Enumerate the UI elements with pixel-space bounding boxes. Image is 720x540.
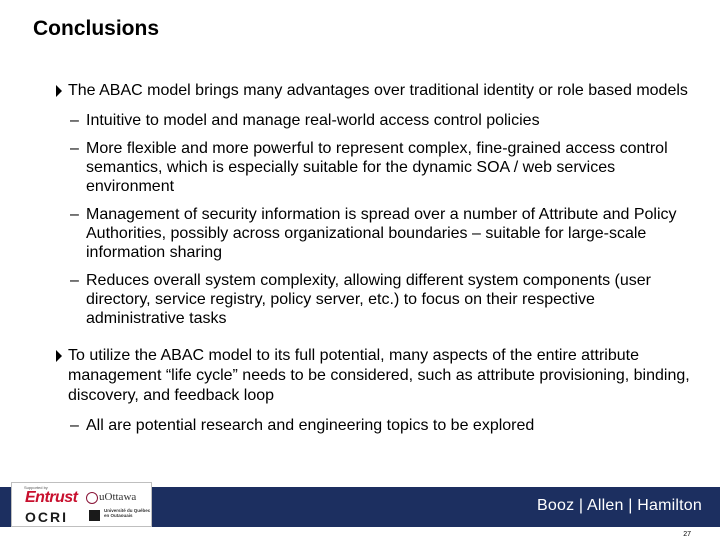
supported-by-label: Supported by bbox=[24, 485, 48, 490]
sub-bullet-1-1 bbox=[56, 111, 696, 130]
entrust-logo: Entrust bbox=[25, 489, 78, 506]
slide-title: Conclusions bbox=[33, 17, 160, 40]
dash-icon: – bbox=[70, 206, 79, 223]
uqo-logo: Université du Québec en Outaouais bbox=[104, 508, 151, 518]
bullet-1 bbox=[56, 81, 696, 101]
bullet-2 bbox=[56, 346, 696, 406]
sub-bullet-text: More flexible and more powerful to represent complex, fine-grained access control semantics, which is especially suitable for the dynamic SOA / web services environment bbox=[86, 140, 668, 195]
sponsor-logos bbox=[11, 482, 152, 527]
slide-content bbox=[56, 81, 696, 435]
bullet-1-text: The ABAC model brings many advantages over traditional identity or role based models bbox=[68, 82, 688, 99]
booz-allen-hamilton-logo: Booz | Allen | Hamilton bbox=[537, 497, 702, 514]
uottawa-logo: uOttawa bbox=[99, 491, 137, 503]
sub-bullet-text: Reduces overall system complexity, allowing different system components (user directory, service registry, policy server, etc.) to focus on their respective administrative tasks bbox=[86, 272, 651, 327]
bullet-arrow-icon bbox=[56, 85, 62, 97]
sub-bullet-text: Management of security information is spread over a number of Attribute and Policy Authorities, possibly across organizational boundaries – suitable for large-scale information sharing bbox=[86, 206, 677, 261]
bullet-arrow-icon bbox=[56, 350, 62, 362]
sub-bullet-2-1 bbox=[56, 416, 696, 435]
ocri-logo: OCRI bbox=[25, 509, 68, 525]
dash-icon: – bbox=[70, 417, 79, 434]
sub-bullet-text: All are potential research and engineering topics to be explored bbox=[86, 417, 535, 434]
sub-bullet-1-2 bbox=[56, 139, 696, 196]
bullet-2-text: To utilize the ABAC model to its full potential, many aspects of the entire attribute management “life cycle” needs to be considered, such as attribute provisioning, binding, discovery, and feedback loop bbox=[68, 347, 690, 404]
sub-bullet-1-3 bbox=[56, 205, 696, 262]
sub-bullet-text: Intuitive to model and manage real-world access control policies bbox=[86, 112, 540, 129]
dash-icon: – bbox=[70, 272, 79, 289]
page-number: 27 bbox=[683, 531, 691, 538]
uqo-mark-icon bbox=[89, 510, 100, 521]
sub-bullet-1-4 bbox=[56, 271, 696, 328]
dash-icon: – bbox=[70, 140, 79, 157]
dash-icon: – bbox=[70, 112, 79, 129]
uottawa-crest-icon bbox=[86, 492, 98, 504]
